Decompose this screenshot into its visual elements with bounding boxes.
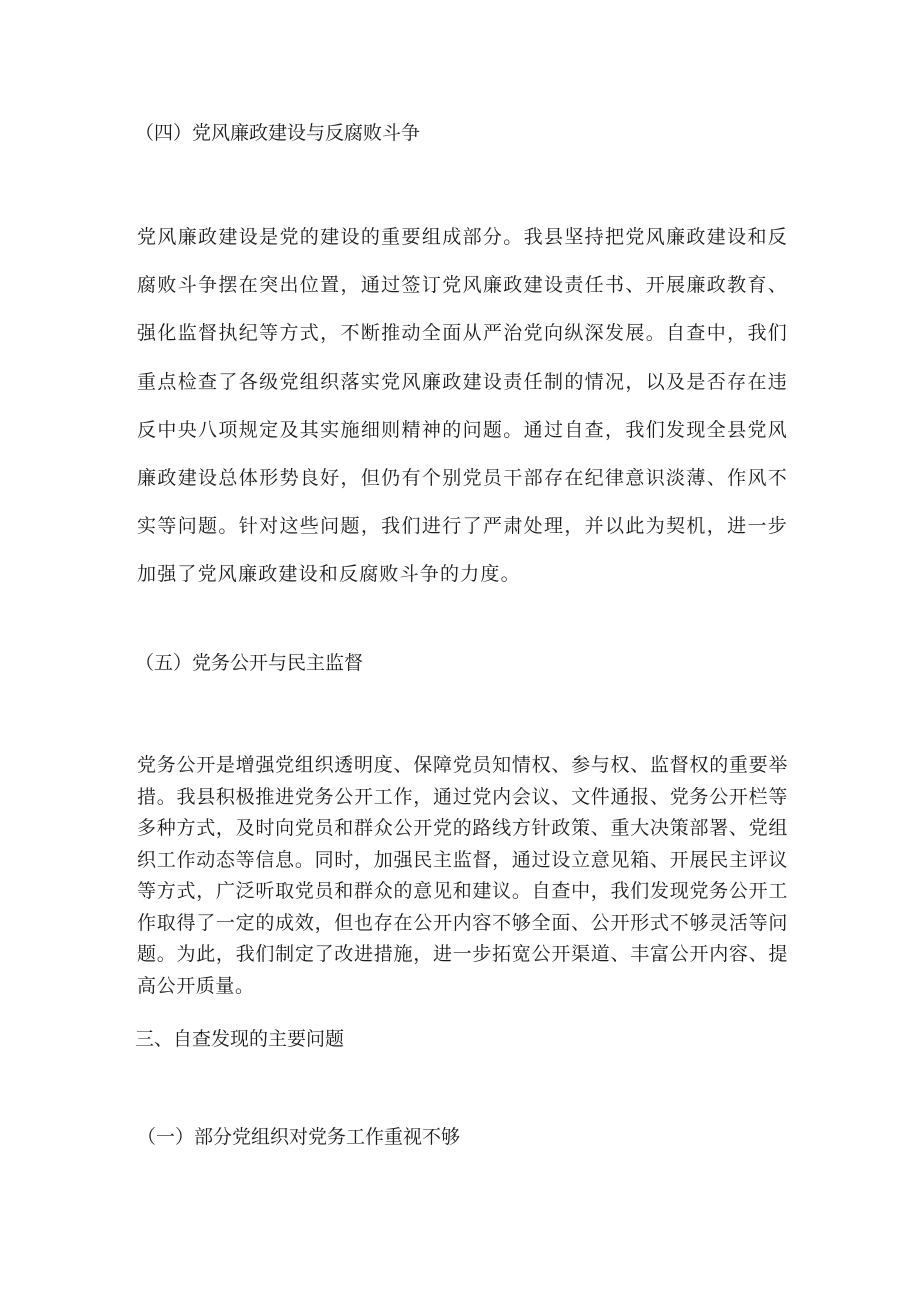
part-3-heading: 三、自查发现的主要问题 [135, 1028, 345, 1050]
section-4-heading: （四）党风廉政建设与反腐败斗争 [135, 122, 421, 144]
part-3-subsection-1-heading: （一）部分党组织对党务工作重视不够 [137, 1126, 461, 1148]
section-5-paragraph: 党务公开是增强党组织透明度、保障党员知情权、参与权、监督权的重要举措。我县积极推进党务公开工作，通过党内会议、文件通报、党务公开栏等多种方式，及时向党员和群众公开党的路线方针政策、重大决策部署、党组织工作动态等信息。同时，加强民主监督，通过设立意见箱、开展民主评议等方式，广泛听取党员和群众的意见和建议。自查中，我们发现党务公开工作取得了一定的成效，但也存在公开内容不够全面、公开形式不够灵活等问题。为此，我们制定了改进措施，进一步拓宽公开渠道、丰富公开内容、提高公开质量。 [137, 754, 788, 997]
section-4-paragraph: 党风廉政建设是党的建设的重要组成部分。我县坚持把党风廉政建设和反腐败斗争摆在突出位置，通过签订党风廉政建设责任书、开展廉政教育、强化监督执纪等方式，不断推动全面从严治党向纵深发展。自查中，我们重点检查了各级党组织落实党风廉政建设责任制的情况，以及是否存在违反中央八项规定及其实施细则精神的问题。通过自查，我们发现全县党风廉政建设总体形势良好，但仍有个别党员干部存在纪律意识淡薄、作风不实等问题。针对这些问题，我们进行了严肃处理，并以此为契机，进一步加强了党风廉政建设和反腐败斗争的力度。 [137, 226, 788, 586]
section-5-heading: （五）党务公开与民主监督 [135, 652, 364, 674]
